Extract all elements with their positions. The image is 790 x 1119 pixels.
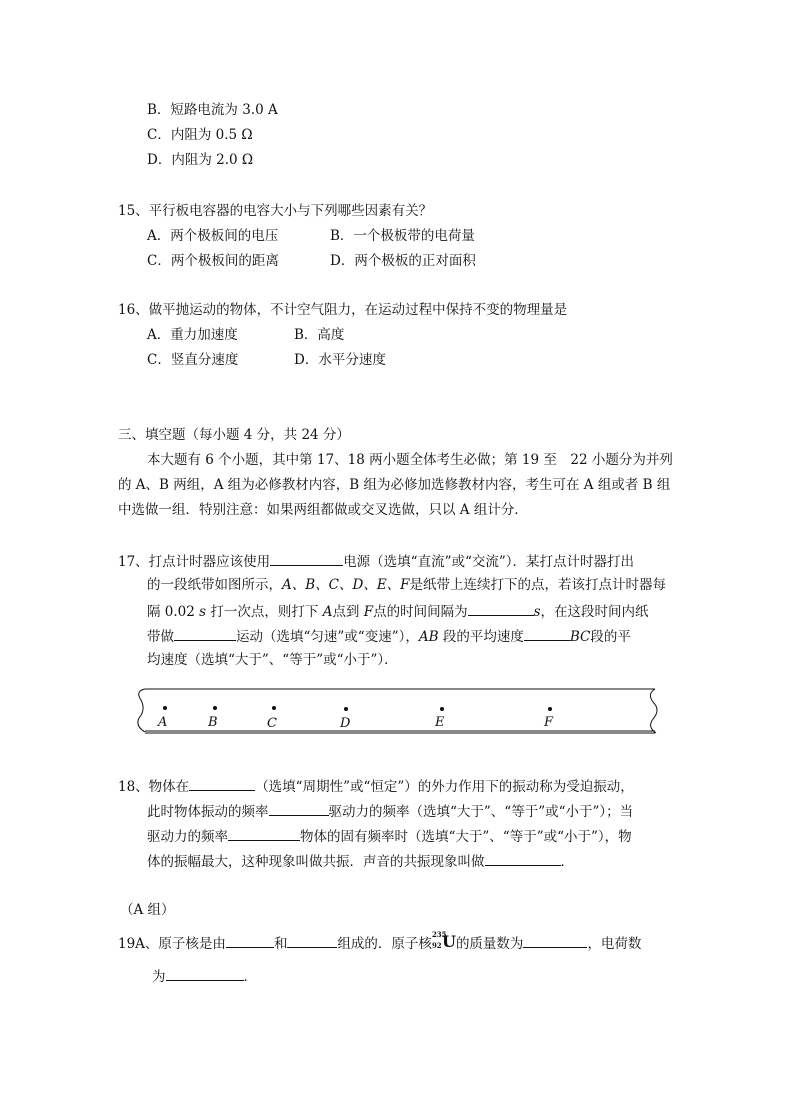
q19a-blank-charge[interactable] (166, 965, 244, 981)
q14-option-b: B．短路电流为 3.0 A (147, 102, 278, 118)
q18-blank-term[interactable] (485, 850, 561, 866)
tape-label-a: A (158, 715, 168, 730)
q18-line4: 体的振幅最大，这种现象叫做共振．声音的共振现象叫做 ． (147, 850, 574, 872)
tape-dot-b (213, 706, 217, 710)
tape-dot-c (272, 706, 276, 710)
q15-option-a: A．两个极板间的电压 (147, 228, 279, 244)
q16-option-d: D．水平分速度 (294, 352, 386, 368)
section3-desc-line1: 本大题有 6 个小题，其中第 17、18 两小题全体考生必做；第 19 至 22 小题分为并列 (147, 452, 673, 468)
tape-dot-f (548, 707, 552, 711)
q17-line1: 17、打点计时器应该使用 电源（选填“直流”或“交流”）．某打点计时器打出 (118, 550, 634, 572)
q15-option-b: B．一个极板带的电荷量 (330, 228, 475, 244)
q17-blank-motion[interactable] (174, 625, 236, 641)
q16-stem: 16、做平抛运动的物体，不计空气阻力，在运动过程中保持不变的物理量是 (118, 302, 568, 318)
tape-dot-a (163, 706, 167, 710)
tape-dot-e (440, 707, 444, 711)
q17-blank-compare[interactable] (524, 625, 570, 641)
q16-option-a: A．重力加速度 (147, 327, 238, 343)
tape-label-e: E (435, 715, 445, 730)
q16-option-b: B．高度 (294, 327, 345, 343)
q17-line4: 带做 运动（选填“匀速”或“变速”），AB 段的平均速度 BC段的平 (147, 625, 631, 647)
q17-line2: 的一段纸带如图所示，A、B、C、D、E、F是纸带上连续打下的点，若该打点计时器每 (147, 577, 667, 593)
q19a-blank-particle1[interactable] (226, 932, 274, 948)
uranium-nuclide-symbol: 235 92 U (431, 930, 456, 951)
q18-line1: 18、物体在 （选填“周期性”或“恒定”）的外力作用下的振动称为受迫振动， (118, 775, 634, 797)
tape-label-f: F (544, 715, 554, 730)
q17-line5: 均速度（选填“大于”、“等于”或“小于”）． (147, 652, 398, 668)
q18-blank-force[interactable] (189, 775, 255, 791)
q15-option-c: C．两个极板间的距离 (147, 253, 279, 269)
section3-desc-line3: 中选做一组．特别注意：如果两组都做或交叉选做，只以 A 组计分． (118, 502, 528, 518)
q19a-blank-particle2[interactable] (287, 932, 337, 948)
q19a-line1: 19A、原子核是由 和 组成的．原子核 235 92 U 的质量数为 ，电荷数 (118, 930, 642, 952)
section3-desc-line2: 的 A、B 两组，A 组为必修教材内容，B 组为必修加选修教材内容，考生可在 A 组或者 B 组 (118, 477, 671, 493)
q16-option-c: C．竖直分速度 (147, 352, 239, 368)
tape-dot-d (344, 707, 348, 711)
q14-option-d: D．内阻为 2.0 Ω (147, 152, 254, 168)
q19a-blank-mass-number[interactable] (523, 932, 587, 948)
q18-line2: 此时物体振动的频率 驱动力的频率（选填“大于”、“等于”或“小于”）；当 (147, 800, 633, 822)
q17-blank-power[interactable] (270, 550, 343, 566)
section3-title: 三、填空题（每小题 4 分，共 24 分） (118, 427, 350, 443)
q19a-line2: 为 ． (152, 965, 257, 987)
q14-option-c: C．内阻为 0.5 Ω (147, 127, 253, 143)
group-a-label: （A 组） (120, 902, 175, 918)
q17-line3: 隔 0.02 s 打一次点，则打下 A点到 F点的时间间隔为 s，在这段时间内纸 (147, 600, 649, 622)
q15-option-d: D．两个极板的正对面积 (330, 253, 476, 269)
q15-stem: 15、平行板电容器的电容大小与下列哪些因素有关？ (118, 203, 433, 219)
tape-label-d: D (340, 716, 351, 731)
tape-label-c: C (267, 716, 277, 731)
q18-blank-condition[interactable] (228, 825, 300, 841)
q17-blank-interval[interactable] (468, 600, 534, 616)
q18-blank-frequency[interactable] (269, 800, 329, 816)
paper-tape-figure (135, 686, 665, 736)
tape-label-b: B (208, 715, 218, 730)
q18-line3: 驱动力的频率 物体的固有频率时（选填“大于”、“等于”或“小于”），物 (147, 825, 632, 847)
